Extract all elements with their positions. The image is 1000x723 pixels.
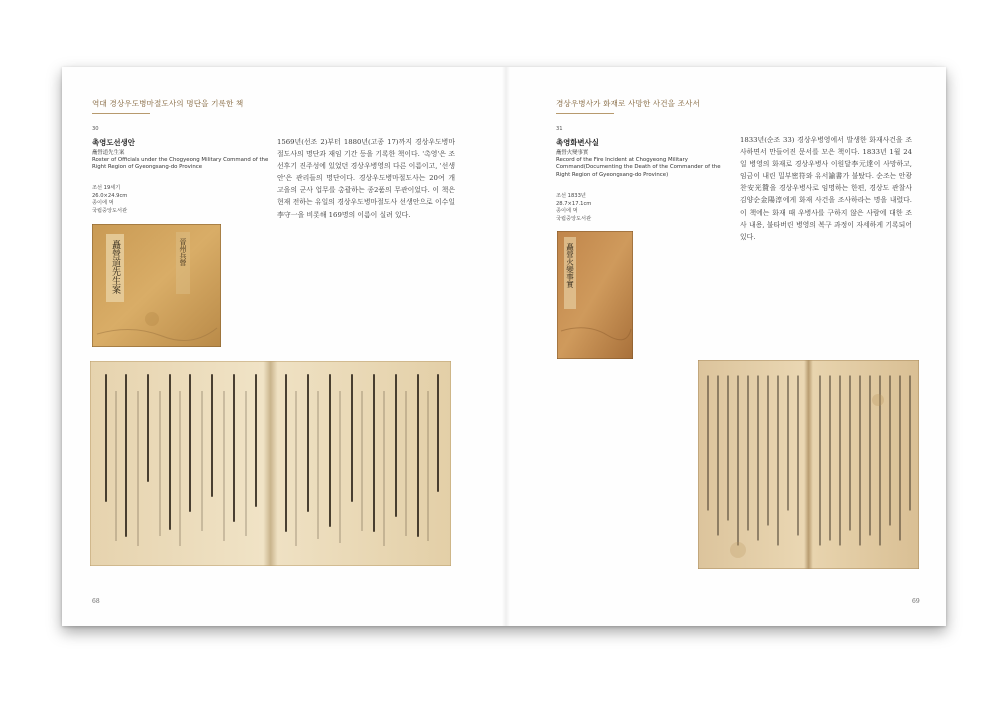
cover-label-right: 矗營道先生案 [110,240,120,294]
open-manuscript-photo [90,361,451,566]
running-head: 역대 경상우도병마절도사의 명단을 기록한 책 [92,99,244,108]
item-metadata [92,185,127,215]
book-cover-photo [557,231,633,359]
item-metadata [556,193,591,223]
item-number: 31 [556,126,563,132]
cover-label-left: 晉州兵營 [179,238,187,266]
item-title-english: Roster of Officials under the Chogyeong Military Command of the Right Region of Gyeongsang-do Province [92,157,269,171]
page-number: 69 [912,598,920,605]
header-rule [92,113,150,114]
body-paragraph: 1833년(순조 33) 경상우병영에서 발생한 화재사건을 조사하면서 만들어진 문서를 모은 책이다. 1833년 1월 24일 병영의 화재로 경상우병사 이원달李元達이 사망하고, 임금이 내린 밀부密符와 유서諭書가 불탔다. 순조는 안광찬安光贊을 경상우병사로 임명하는 한편, 경상도 관찰사 김양순金陽淳에게 화재 사건을 조사하라는 명을 내렸다. 이 책에는 화재 때 우병사를 구하지 않은 사람에 대한 조사 내용, 불타버린 병영의 복구 과정이 자세하게 기록되어 있다. [740,136,912,241]
item-title: 촉영화변사실 [556,138,599,147]
meta-period: 조선 1833년 [556,193,586,199]
running-head: 경상우병사가 화재로 사망한 사건을 조사서 [556,99,700,108]
meta-collection: 국립중앙도서관 [92,207,128,214]
meta-material: 종이에 먹 [556,208,578,215]
item-title: 촉영도선생안 [92,138,135,147]
item-number: 30 [92,126,99,132]
meta-material: 종이에 먹 [92,200,114,207]
left-page [62,67,504,626]
meta-dimensions: 26.0×24.9cm [92,192,128,199]
cover-label: 矗營火變事實 [565,243,575,288]
page-number: 68 [92,598,100,605]
body-paragraph: 1569년(선조 2)부터 1880년(고종 17)까지 경상우도병마절도사의 명단과 재임 기간 등을 기록한 책이다. '촉영'은 조선후기 진주성에 있었던 경상우병영의 다른 이름이고, '선생안'은 관리들의 명단이다. 경상우도병마절도사는 20여 개 고을의 군사 업무를 총괄하는 종2품의 무관이었다. 이 책은 현재 전하는 유일의 경상우도병마절도사 선생안으로 이수일李守一을 비롯해 169명의 이름이 실려 있다. [277,138,455,219]
meta-collection: 국립중앙도서관 [556,215,592,222]
open-manuscript-photo [698,360,919,569]
item-title-hanja: 矗營道先生案 [92,150,125,156]
meta-period: 조선 19세기 [92,185,121,191]
header-rule [556,113,614,114]
right-page [504,67,946,626]
meta-dimensions: 28.7×17.1cm [556,200,592,207]
item-title-english: Record of the Fire Incident at Chogyeong Military Command(Documenting the Death of the Commander of the Right Region of Gyeongsang-do Province) [556,157,721,178]
book-spread [62,67,946,626]
item-title-hanja: 矗營火變事實 [556,150,589,156]
book-cover-photo [92,224,221,347]
